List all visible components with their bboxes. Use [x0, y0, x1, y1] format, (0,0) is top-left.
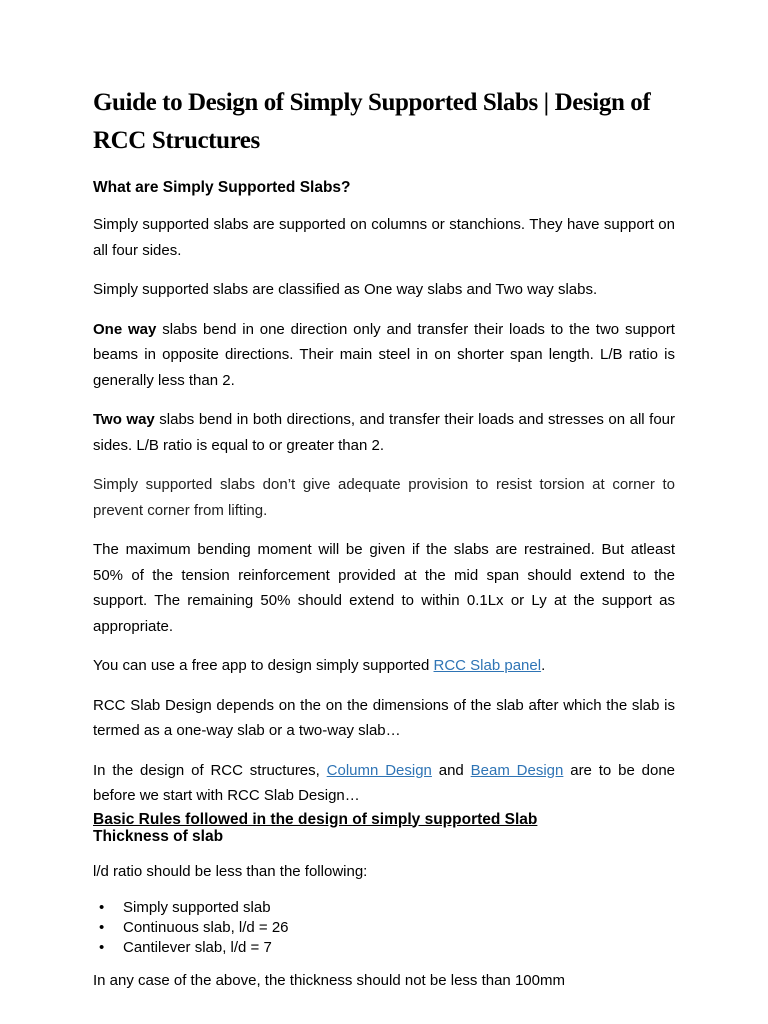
- rcc-slab-panel-link[interactable]: RCC Slab panel: [433, 657, 542, 674]
- beam-design-link[interactable]: Beam Design: [470, 761, 564, 779]
- rcc-structures-text: In the design of RCC structures,: [93, 761, 327, 779]
- document-title: Guide to Design of Simply Supported Slabs | Design of RCC Structures: [93, 89, 651, 154]
- column-design-link[interactable]: Column Design: [326, 761, 432, 779]
- section-heading-what-are: What are Simply Supported Slabs?: [93, 179, 351, 196]
- one-way-description: slabs bend in one direction only and transfer their loads to the two support beams in opposite directions. Their main steel in on shorter span length. L/B ratio is generally less than 2.: [93, 320, 675, 389]
- paragraph-slab-design-depends: RCC Slab Design depends on the on the dimensions of the slab after which the slab is termed as a one-way slab or a two-way slab…: [93, 696, 675, 739]
- paragraph-bending-moment: The maximum bending moment will be given if the slabs are restrained. But atleast 50% of the tension reinforcement provided at the mid span should extend to the support. The remaining 50% should extend to within 0.1Lx or Ly at the support as appropriate.: [93, 541, 675, 635]
- basic-rules-heading: Basic Rules followed in the design of simply supported Slab: [93, 810, 538, 828]
- paragraph-rcc-structures: [93, 758, 675, 809]
- paragraph-two-way: [93, 407, 675, 458]
- paragraph-free-app: [93, 653, 675, 679]
- free-app-text: You can use a free app to design simply supported: [93, 657, 434, 674]
- paragraph-one-way: [93, 317, 675, 394]
- rcc-structures-and: and: [431, 761, 471, 779]
- paragraph-torsion: Simply supported slabs don’t give adequate provision to resist torsion at corner to prevent corner from lifting.: [93, 476, 675, 519]
- two-way-term: Two way: [93, 411, 155, 428]
- thickness-heading: Thickness of slab: [93, 827, 224, 845]
- list-item: • Continuous slab, l/d = 26: [93, 918, 675, 938]
- document-page: [93, 84, 675, 1008]
- paragraph-ld-intro: l/d ratio should be less than the following:: [93, 862, 368, 880]
- paragraph-min-thickness: In any case of the above, the thickness should not be less than 100mm: [93, 972, 565, 989]
- two-way-description: slabs bend in both directions, and transfer their loads and stresses on all four sides. L/B ratio is equal to or greater than 2.: [93, 411, 676, 454]
- rcc-structures-rest: are to be done before we start with RCC Slab Design…: [93, 761, 676, 804]
- list-item: • Cantilever slab, l/d = 7: [93, 938, 675, 958]
- paragraph-classification: Simply supported slabs are classified as One way slabs and Two way slabs.: [93, 281, 598, 298]
- ld-ratio-list: [93, 898, 675, 958]
- list-item: • Simply supported slab: [93, 898, 675, 918]
- one-way-term: One way: [93, 320, 157, 338]
- free-app-period: .: [541, 657, 546, 674]
- paragraph-supported-on-columns: Simply supported slabs are supported on columns or stanchions. They have support on all four sides.: [93, 216, 675, 259]
